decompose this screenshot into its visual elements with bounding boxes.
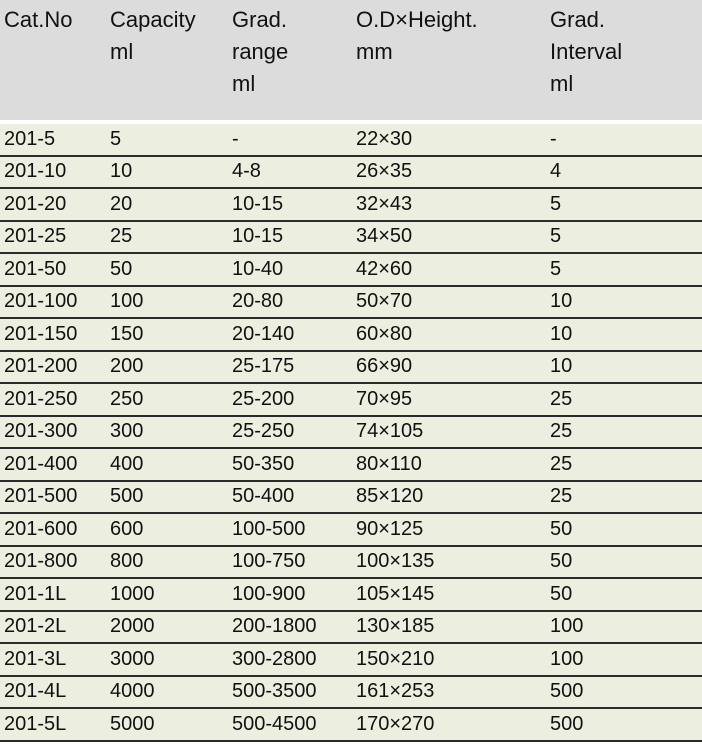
cell-cat-no: 201-3L xyxy=(0,643,106,676)
header-line: Interval xyxy=(550,39,623,64)
header-line: Grad. xyxy=(232,7,288,32)
cell-capacity: 300 xyxy=(106,416,228,449)
header-line: O.D×Height. xyxy=(356,7,478,32)
cell-grad-interval: 10 xyxy=(546,351,702,384)
cell-grad-range: 100-750 xyxy=(228,546,352,579)
cell-cat-no: 201-10 xyxy=(0,156,106,189)
header-row xyxy=(0,0,702,120)
cell-capacity: 25 xyxy=(106,221,228,254)
cell-cat-no: 201-250 xyxy=(0,383,106,416)
cell-grad-range: 50-350 xyxy=(228,448,352,481)
cell-grad-range: 25-250 xyxy=(228,416,352,449)
cell-od-height: 66×90 xyxy=(352,351,546,384)
cell-grad-interval: 100 xyxy=(546,611,702,644)
cell-grad-interval: 100 xyxy=(546,643,702,676)
cell-od-height: 80×110 xyxy=(352,448,546,481)
header-line: range xyxy=(232,39,289,64)
table-row xyxy=(0,578,702,611)
cell-capacity: 400 xyxy=(106,448,228,481)
cell-grad-range: 4-8 xyxy=(228,156,352,189)
cell-grad-range: 20-140 xyxy=(228,318,352,351)
cell-grad-range: 25-175 xyxy=(228,351,352,384)
cell-od-height: 170×270 xyxy=(352,708,546,741)
header-od-height xyxy=(352,0,546,120)
cell-cat-no: 201-200 xyxy=(0,351,106,384)
table-row xyxy=(0,156,702,189)
table-row xyxy=(0,221,702,254)
cell-od-height: 32×43 xyxy=(352,188,546,221)
cell-cat-no: 201-400 xyxy=(0,448,106,481)
cell-od-height: 130×185 xyxy=(352,611,546,644)
cell-od-height: 90×125 xyxy=(352,513,546,546)
cell-grad-interval: 5 xyxy=(546,253,702,286)
cell-grad-interval: 5 xyxy=(546,188,702,221)
cell-cat-no: 201-1L xyxy=(0,578,106,611)
cell-grad-interval: 5 xyxy=(546,221,702,254)
cell-grad-range: 50-400 xyxy=(228,481,352,514)
header-line: Grad. xyxy=(550,7,606,32)
cell-capacity: 150 xyxy=(106,318,228,351)
cell-capacity: 10 xyxy=(106,156,228,189)
cell-cat-no: 201-25 xyxy=(0,221,106,254)
cell-capacity: 4000 xyxy=(106,676,228,709)
cell-grad-range: 10-15 xyxy=(228,221,352,254)
cell-cat-no: 201-800 xyxy=(0,546,106,579)
cell-grad-interval: 50 xyxy=(546,546,702,579)
cell-grad-range: 500-3500 xyxy=(228,676,352,709)
cell-grad-range: 500-4500 xyxy=(228,708,352,741)
cell-od-height: 22×30 xyxy=(352,123,546,156)
cell-grad-range: 100-900 xyxy=(228,578,352,611)
header-cat-no xyxy=(0,0,106,120)
cell-od-height: 105×145 xyxy=(352,578,546,611)
cell-od-height: 100×135 xyxy=(352,546,546,579)
table-header xyxy=(0,0,702,120)
cell-capacity: 200 xyxy=(106,351,228,384)
cell-capacity: 1000 xyxy=(106,578,228,611)
cell-capacity: 100 xyxy=(106,286,228,319)
table-row xyxy=(0,481,702,514)
cell-cat-no: 201-50 xyxy=(0,253,106,286)
cell-grad-range: - xyxy=(228,123,352,156)
header-capacity xyxy=(106,0,228,120)
table-row xyxy=(0,676,702,709)
cell-od-height: 150×210 xyxy=(352,643,546,676)
cell-od-height: 85×120 xyxy=(352,481,546,514)
cell-grad-interval: 25 xyxy=(546,448,702,481)
cell-od-height: 26×35 xyxy=(352,156,546,189)
cell-grad-range: 100-500 xyxy=(228,513,352,546)
cell-cat-no: 201-500 xyxy=(0,481,106,514)
cell-grad-range: 20-80 xyxy=(228,286,352,319)
cell-cat-no: 201-600 xyxy=(0,513,106,546)
cell-grad-interval: 4 xyxy=(546,156,702,189)
cell-grad-interval: 10 xyxy=(546,318,702,351)
table-row xyxy=(0,643,702,676)
cell-cat-no: 201-300 xyxy=(0,416,106,449)
cell-capacity: 2000 xyxy=(106,611,228,644)
table-row xyxy=(0,318,702,351)
cell-capacity: 250 xyxy=(106,383,228,416)
table-body xyxy=(0,120,702,741)
cell-grad-range: 200-1800 xyxy=(228,611,352,644)
header-line: ml xyxy=(550,71,574,96)
cell-cat-no: 201-150 xyxy=(0,318,106,351)
table-row xyxy=(0,416,702,449)
table-row xyxy=(0,708,702,741)
cell-capacity: 5 xyxy=(106,123,228,156)
cell-od-height: 70×95 xyxy=(352,383,546,416)
cell-capacity: 5000 xyxy=(106,708,228,741)
header-line: mm xyxy=(356,39,393,64)
cell-grad-interval: 50 xyxy=(546,513,702,546)
cell-cat-no: 201-4L xyxy=(0,676,106,709)
header-line: Capacity xyxy=(110,7,196,32)
table-row xyxy=(0,286,702,319)
cell-od-height: 50×70 xyxy=(352,286,546,319)
cell-cat-no: 201-5 xyxy=(0,123,106,156)
cell-od-height: 161×253 xyxy=(352,676,546,709)
cell-capacity: 600 xyxy=(106,513,228,546)
cell-grad-interval: 25 xyxy=(546,416,702,449)
cell-od-height: 42×60 xyxy=(352,253,546,286)
cell-grad-interval: 50 xyxy=(546,578,702,611)
cell-capacity: 800 xyxy=(106,546,228,579)
table-row xyxy=(0,546,702,579)
table-row xyxy=(0,448,702,481)
header-line: Cat.No xyxy=(4,7,73,32)
cell-od-height: 60×80 xyxy=(352,318,546,351)
cell-grad-interval: 500 xyxy=(546,676,702,709)
cell-capacity: 20 xyxy=(106,188,228,221)
cell-capacity: 500 xyxy=(106,481,228,514)
cell-grad-range: 25-200 xyxy=(228,383,352,416)
cell-capacity: 50 xyxy=(106,253,228,286)
header-grad-range xyxy=(228,0,352,120)
cell-od-height: 74×105 xyxy=(352,416,546,449)
cell-grad-interval: 10 xyxy=(546,286,702,319)
cell-od-height: 34×50 xyxy=(352,221,546,254)
table-row xyxy=(0,188,702,221)
header-line: ml xyxy=(110,39,134,64)
table-row xyxy=(0,513,702,546)
cell-grad-interval: 25 xyxy=(546,383,702,416)
cell-cat-no: 201-5L xyxy=(0,708,106,741)
cell-grad-range: 10-40 xyxy=(228,253,352,286)
table-row xyxy=(0,253,702,286)
cell-cat-no: 201-20 xyxy=(0,188,106,221)
table-row xyxy=(0,383,702,416)
cell-grad-range: 300-2800 xyxy=(228,643,352,676)
cell-grad-interval: - xyxy=(546,123,702,156)
header-grad-interval xyxy=(546,0,702,120)
cell-grad-interval: 25 xyxy=(546,481,702,514)
cell-cat-no: 201-100 xyxy=(0,286,106,319)
cell-grad-range: 10-15 xyxy=(228,188,352,221)
header-line: ml xyxy=(232,71,256,96)
table-row xyxy=(0,611,702,644)
table-row xyxy=(0,351,702,384)
cell-grad-interval: 500 xyxy=(546,708,702,741)
cell-cat-no: 201-2L xyxy=(0,611,106,644)
table-row xyxy=(0,123,702,156)
cell-capacity: 3000 xyxy=(106,643,228,676)
